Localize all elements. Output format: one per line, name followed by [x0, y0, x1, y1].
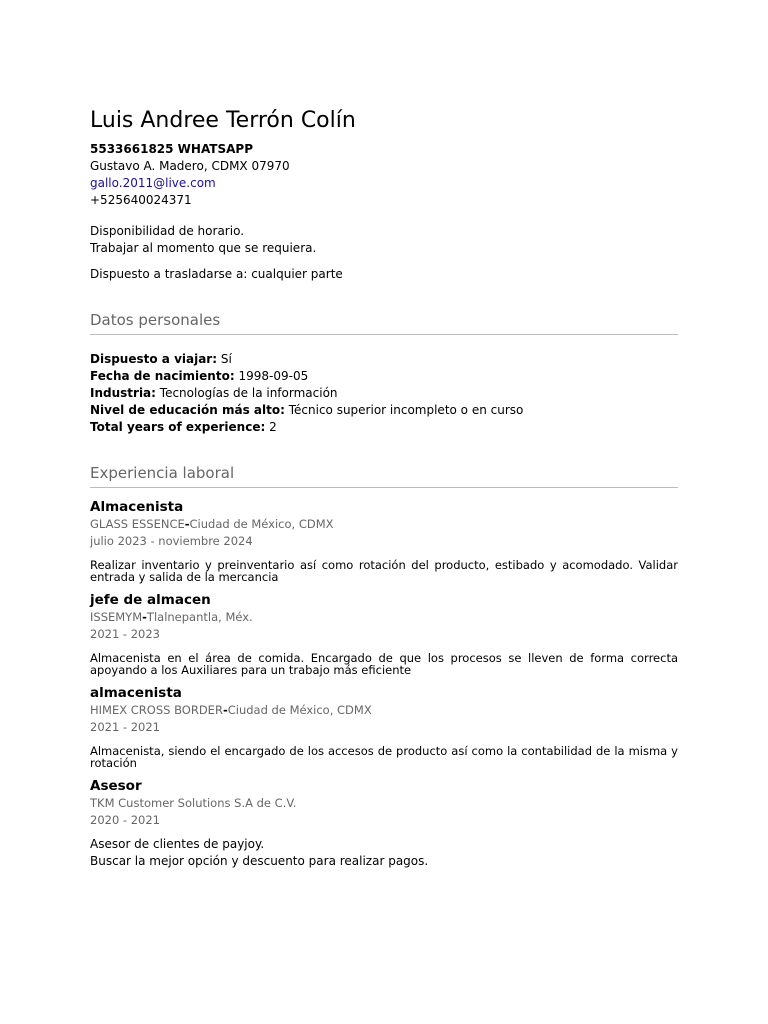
job-location: Ciudad de México, CDMX — [189, 517, 334, 531]
job-location: Ciudad de México, CDMX — [227, 703, 372, 717]
job-description: Almacenista, siendo el encargado de los accesos de producto así como la contabilidad de la misma y rotación — [90, 744, 678, 770]
job-title: Almacenista — [90, 499, 184, 515]
contact-block — [90, 141, 678, 209]
job-company: HIMEX CROSS BORDER — [90, 703, 223, 717]
detail-value: Técnico superior incompleto o en curso — [288, 403, 524, 417]
detail-row — [90, 351, 678, 368]
job-description — [90, 836, 678, 870]
job-description: Realizar inventario y preinventario así como rotación del producto, estibado y acomodado. Validar entrada y salida de la mercancia — [90, 558, 678, 584]
summary-block — [90, 223, 678, 283]
job-description-line: Asesor de clientes de payjoy. — [90, 837, 265, 851]
detail-label: Industria: — [90, 386, 156, 400]
job-description-line: Buscar la mejor opción y descuento para realizar pagos. — [90, 854, 429, 868]
job-company-line — [90, 702, 678, 719]
job-company-line — [90, 516, 678, 533]
resume-page — [90, 107, 678, 878]
job-entry — [90, 777, 678, 870]
job-dates: 2020 - 2021 — [90, 813, 160, 827]
detail-row — [90, 419, 678, 436]
job-separator: - — [222, 703, 228, 717]
job-title: Asesor — [90, 778, 142, 794]
summary-line: Trabajar al momento que se requiera. — [90, 241, 317, 255]
job-company: ISSEMYM — [90, 610, 143, 624]
job-description: Almacenista en el área de comida. Encargado de que los procesos se lleven de forma correcta apoyando a los Auxiliares para un trabajo más eficiente — [90, 651, 678, 677]
personal-details — [90, 351, 678, 436]
job-title: almacenista — [90, 685, 182, 701]
job-company-line — [90, 609, 678, 626]
detail-row — [90, 402, 678, 419]
job-title: jefe de almacen — [90, 592, 211, 608]
job-entry — [90, 498, 678, 583]
detail-label: Fecha de nacimiento: — [90, 369, 235, 383]
detail-value: 1998-09-05 — [238, 369, 309, 383]
job-dates: julio 2023 - noviembre 2024 — [90, 534, 253, 548]
detail-value: Sí — [220, 352, 232, 366]
job-dates: 2021 - 2021 — [90, 720, 160, 734]
section-title-experience: Experiencia laboral — [90, 464, 678, 488]
detail-row — [90, 385, 678, 402]
job-location: Tlalnepantla, Méx. — [146, 610, 253, 624]
detail-label: Dispuesto a viajar: — [90, 352, 218, 366]
detail-label: Nivel de educación más alto: — [90, 403, 285, 417]
detail-value: 2 — [269, 420, 277, 434]
email-link[interactable]: gallo.2011@live.com — [90, 176, 216, 190]
candidate-name: Luis Andree Terrón Colín — [90, 108, 356, 133]
job-company: TKM Customer Solutions S.A de C.V. — [90, 796, 297, 810]
job-separator: - — [184, 517, 190, 531]
address: Gustavo A. Madero, CDMX 07970 — [90, 159, 290, 173]
job-list — [90, 498, 678, 870]
section-title-personal: Datos personales — [90, 311, 678, 335]
phone-secondary: +525640024371 — [90, 193, 192, 207]
summary-line: Disponibilidad de horario. — [90, 224, 245, 238]
detail-label: Total years of experience: — [90, 420, 266, 434]
detail-row — [90, 368, 678, 385]
job-entry — [90, 591, 678, 676]
job-company: GLASS ESSENCE — [90, 517, 185, 531]
phone-whatsapp: 5533661825 WHATSAPP — [90, 142, 254, 156]
job-dates: 2021 - 2023 — [90, 627, 160, 641]
summary-line: Dispuesto a trasladarse a: cualquier parte — [90, 267, 343, 281]
detail-value: Tecnologías de la información — [159, 386, 338, 400]
job-entry — [90, 684, 678, 769]
job-separator: - — [142, 610, 147, 624]
